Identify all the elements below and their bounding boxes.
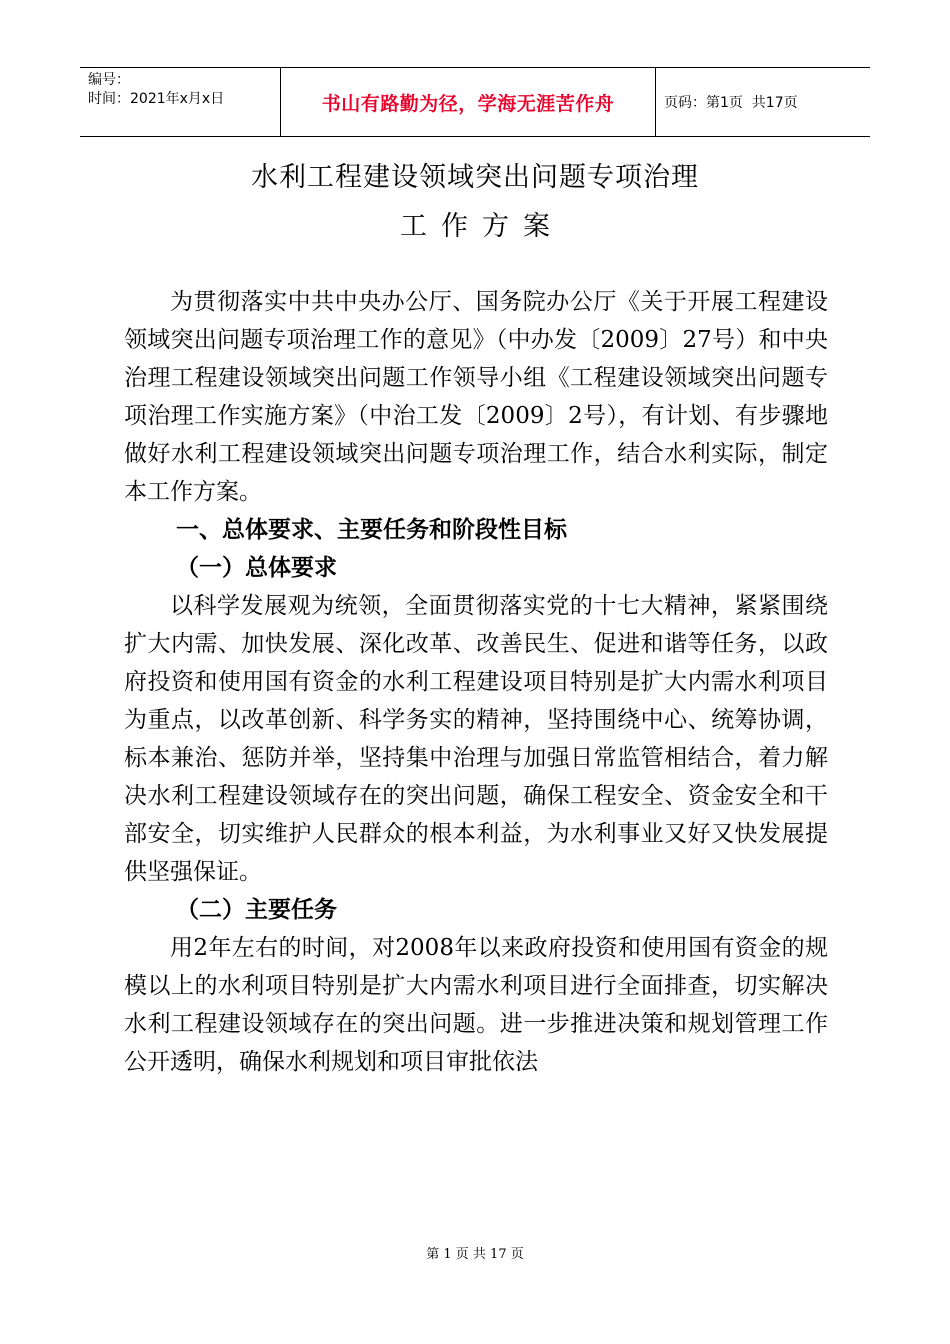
header-left-cell: [80, 68, 281, 136]
subsection-heading-2: （二）主要任务: [176, 897, 337, 923]
subsection-paragraph-2: 用2年左右的时间，对2008年以来政府投资和使用国有资金的规模以上的水利项目特别是扩大内需水利项目进行全面排查，切实解决水利工程建设领域存在的突出问题。进一步推进决策和规划管理工作公开透明，确保水利规划和项目审批依法: [124, 935, 828, 1075]
page-footer: 第 1 页 共 17 页: [426, 1247, 524, 1262]
document-subtitle: 工作方案: [400, 211, 564, 242]
intro-paragraph: 为贯彻落实中共中央办公厅、国务院办公厅《关于开展工程建设领域突出问题专项治理工作的意见》（中办发〔2009〕27号）和中央治理工程建设领域突出问题工作领导小组《工程建设领域突出问题专项治理工作实施方案》（中治工发〔2009〕2号），有计划、有步骤地做好水利工程建设领域突出问题专项治理工作，结合水利实际，制定本工作方案。: [124, 289, 828, 505]
document-title: 水利工程建设领域突出问题专项治理: [251, 162, 699, 193]
document-body: [124, 283, 828, 1081]
subsection-paragraph-1: 以科学发展观为统领，全面贯彻落实党的十七大精神，紧紧围绕扩大内需、加快发展、深化改革、改善民生、促进和谐等任务，以政府投资和使用国有资金的水利工程建设项目特别是扩大内需水利项目为重点，以改革创新、科学务实的精神，坚持围绕中心、统筹协调，标本兼治、惩防并举，坚持集中治理与加强日常监管相结合，着力解决水利工程建设领域存在的突出问题，确保工程安全、资金安全和干部安全，切实维护人民群众的根本利益，为水利事业又好又快发展提供坚强保证。: [124, 593, 828, 885]
section-heading-1: 一、总体要求、主要任务和阶段性目标: [176, 517, 567, 543]
header-page-info: 页码：第1页 共17页: [664, 95, 798, 111]
document-number-label: 编号：: [88, 72, 130, 88]
header-table: [80, 67, 870, 137]
subsection-heading-1: （一）总体要求: [176, 555, 337, 581]
document-date-label: 时间：2021年x月x日: [88, 91, 225, 107]
header-motto: 书山有路勤为径，学海无涯苦作舟: [281, 68, 656, 136]
